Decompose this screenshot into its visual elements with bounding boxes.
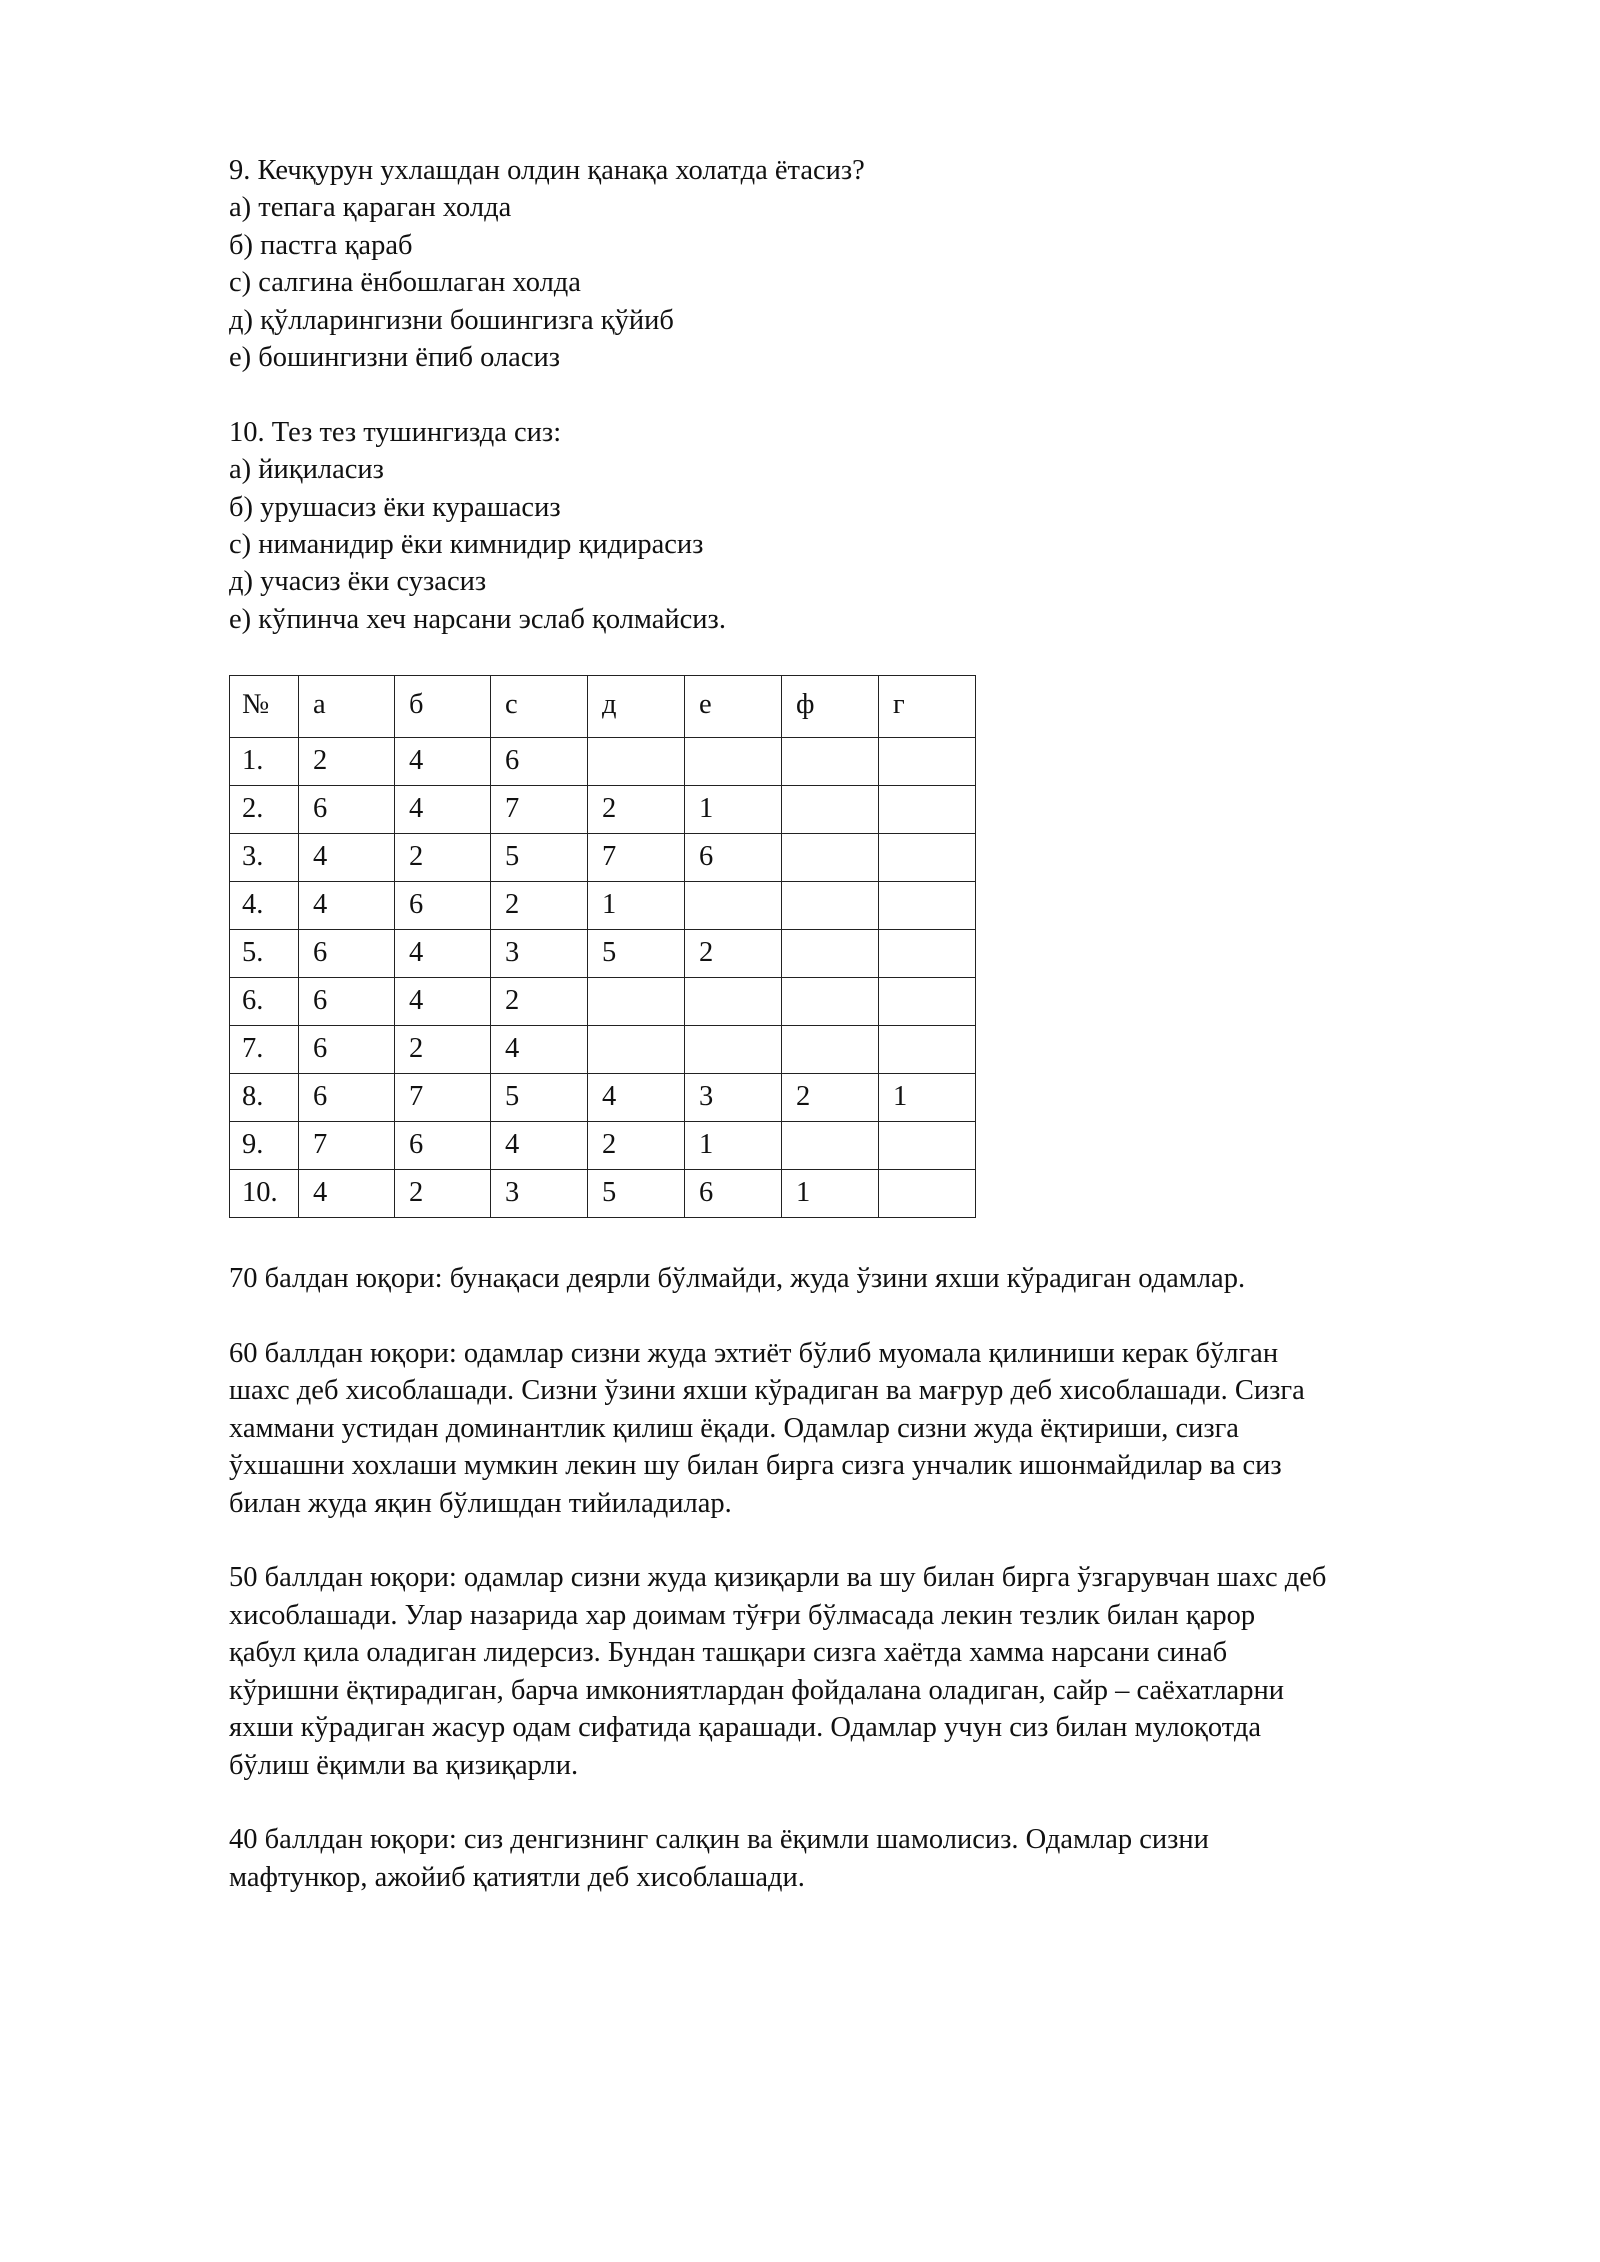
result-50-line: яхши кўрадиган жасур одам сифатида қарашади. Одамлар учун сиз билан мулоқотда bbox=[229, 1712, 1261, 1744]
result-50-line: кўришни ёқтирадиган, барча имкониятлардан фойдалана оладиган, сайр – саёхатларни bbox=[229, 1674, 1284, 1706]
result-40-line: мафтункор, ажойиб қатиятли деб хисоблашади. bbox=[229, 1861, 805, 1893]
result-50 bbox=[229, 1559, 1489, 1783]
table-row bbox=[230, 834, 976, 882]
question-9-option-b: б) пастга қараб bbox=[229, 229, 413, 261]
table-cell: 1 bbox=[685, 786, 782, 834]
table-cell: 7 bbox=[491, 786, 588, 834]
table-cell bbox=[685, 1026, 782, 1074]
table-cell: 1 bbox=[879, 1074, 976, 1122]
table-cell: 6 bbox=[299, 930, 395, 978]
table-cell: 2 bbox=[491, 882, 588, 930]
table-cell bbox=[782, 738, 879, 786]
score-table-header-row bbox=[230, 676, 976, 738]
table-row bbox=[230, 978, 976, 1026]
table-cell: 7 bbox=[395, 1074, 491, 1122]
table-cell-row-number: 4. bbox=[230, 882, 299, 930]
table-cell: 2 bbox=[588, 1122, 685, 1170]
question-9-option-e: е) бошингизни ёпиб оласиз bbox=[229, 342, 560, 374]
table-cell: 2 bbox=[782, 1074, 879, 1122]
table-cell-row-number: 7. bbox=[230, 1026, 299, 1074]
question-10-option-d: д) учасиз ёки сузасиз bbox=[229, 566, 487, 598]
table-cell: 5 bbox=[491, 834, 588, 882]
table-cell: 4 bbox=[395, 978, 491, 1026]
table-cell: 4 bbox=[395, 738, 491, 786]
table-cell: 6 bbox=[299, 1026, 395, 1074]
table-cell: 4 bbox=[491, 1026, 588, 1074]
result-60-line: 60 баллдан юқори: одамлар сизни жуда эхтиёт бўлиб муомала қилиниши керак бўлган bbox=[229, 1338, 1279, 1370]
document-page bbox=[229, 152, 1489, 1934]
table-cell: 1 bbox=[588, 882, 685, 930]
header-number: № bbox=[230, 676, 299, 738]
table-cell bbox=[782, 882, 879, 930]
table-cell: 3 bbox=[685, 1074, 782, 1122]
result-50-line: 50 баллдан юқори: одамлар сизни жуда қизиқарли ва шу билан бирга ўзгарувчан шахс деб bbox=[229, 1562, 1327, 1594]
table-cell bbox=[685, 978, 782, 1026]
question-10-option-e: е) кўпинча хеч нарсани эслаб қолмайсиз. bbox=[229, 603, 726, 635]
table-cell bbox=[879, 1122, 976, 1170]
table-cell: 2 bbox=[588, 786, 685, 834]
table-row bbox=[230, 738, 976, 786]
table-row bbox=[230, 882, 976, 930]
question-9-option-c: с) салгина ёнбошлаган холда bbox=[229, 267, 581, 299]
table-cell: 1 bbox=[782, 1170, 879, 1218]
table-cell-row-number: 5. bbox=[230, 930, 299, 978]
table-cell bbox=[588, 1026, 685, 1074]
table-cell bbox=[879, 786, 976, 834]
table-cell bbox=[879, 882, 976, 930]
result-60 bbox=[229, 1335, 1489, 1522]
header-f: ф bbox=[782, 676, 879, 738]
result-70 bbox=[229, 1260, 1489, 1297]
table-cell: 3 bbox=[491, 1170, 588, 1218]
table-cell bbox=[879, 1026, 976, 1074]
question-10-option-a: а) йиқиласиз bbox=[229, 454, 384, 486]
table-cell: 5 bbox=[491, 1074, 588, 1122]
table-cell: 6 bbox=[685, 834, 782, 882]
table-cell bbox=[685, 738, 782, 786]
question-10-option-b: б) урушасиз ёки курашасиз bbox=[229, 491, 561, 523]
table-cell: 6 bbox=[299, 1074, 395, 1122]
table-row bbox=[230, 1074, 976, 1122]
table-row bbox=[230, 1122, 976, 1170]
table-cell bbox=[685, 882, 782, 930]
table-cell: 7 bbox=[299, 1122, 395, 1170]
table-cell: 4 bbox=[299, 1170, 395, 1218]
question-10 bbox=[229, 414, 1489, 638]
table-cell: 7 bbox=[588, 834, 685, 882]
header-g: г bbox=[879, 676, 976, 738]
table-cell bbox=[782, 786, 879, 834]
result-60-line: билан жуда яқин бўлишдан тийиладилар. bbox=[229, 1487, 732, 1519]
table-row bbox=[230, 786, 976, 834]
table-cell: 4 bbox=[299, 882, 395, 930]
result-40 bbox=[229, 1821, 1489, 1896]
table-cell-row-number: 2. bbox=[230, 786, 299, 834]
table-cell-row-number: 8. bbox=[230, 1074, 299, 1122]
question-9-title: 9. Кечқурун ухлашдан олдин қанақа холатда ётасиз? bbox=[229, 155, 865, 186]
table-cell: 4 bbox=[299, 834, 395, 882]
table-cell: 6 bbox=[491, 738, 588, 786]
table-cell: 2 bbox=[395, 834, 491, 882]
table-cell: 2 bbox=[299, 738, 395, 786]
table-cell: 2 bbox=[395, 1170, 491, 1218]
table-cell: 5 bbox=[588, 930, 685, 978]
table-row bbox=[230, 1026, 976, 1074]
question-9 bbox=[229, 152, 1489, 376]
result-70-line: 70 балдан юқори: бунақаси деярли бўлмайди, жуда ўзини яхши кўрадиган одамлар. bbox=[229, 1263, 1246, 1295]
table-cell-row-number: 10. bbox=[230, 1170, 299, 1218]
table-cell: 6 bbox=[395, 1122, 491, 1170]
header-e: е bbox=[685, 676, 782, 738]
table-cell bbox=[879, 834, 976, 882]
table-cell: 6 bbox=[395, 882, 491, 930]
table-cell: 5 bbox=[588, 1170, 685, 1218]
table-cell: 4 bbox=[395, 930, 491, 978]
table-cell: 2 bbox=[395, 1026, 491, 1074]
table-cell bbox=[879, 1170, 976, 1218]
question-10-title: 10. Тез тез тушингизда сиз: bbox=[229, 416, 562, 448]
header-d: д bbox=[588, 676, 685, 738]
table-cell: 4 bbox=[588, 1074, 685, 1122]
table-cell: 6 bbox=[299, 978, 395, 1026]
result-40-line: 40 баллдан юқори: сиз денгизнинг салқин ва ёқимли шамолисиз. Одамлар сизни bbox=[229, 1824, 1209, 1856]
header-b: б bbox=[395, 676, 491, 738]
table-cell: 6 bbox=[685, 1170, 782, 1218]
table-cell bbox=[588, 738, 685, 786]
table-cell bbox=[879, 930, 976, 978]
table-cell bbox=[782, 930, 879, 978]
table-row bbox=[230, 930, 976, 978]
question-9-option-d: д) қўлларингизни бошингизга қўйиб bbox=[229, 304, 674, 336]
table-cell bbox=[782, 1026, 879, 1074]
table-cell bbox=[782, 1122, 879, 1170]
score-table bbox=[229, 675, 976, 1218]
header-a: а bbox=[299, 676, 395, 738]
result-50-line: бўлиш ёқимли ва қизиқарли. bbox=[229, 1749, 579, 1781]
question-10-option-c: с) ниманидир ёки кимнидир қидирасиз bbox=[229, 529, 704, 561]
table-cell: 6 bbox=[299, 786, 395, 834]
table-cell: 1 bbox=[685, 1122, 782, 1170]
result-60-line: хаммани устидан доминантлик қилиш ёқади. Одамлар сизни жуда ёқтириши, сизга bbox=[229, 1412, 1239, 1444]
spacer bbox=[229, 376, 1489, 413]
table-cell-row-number: 1. bbox=[230, 738, 299, 786]
table-cell bbox=[782, 978, 879, 1026]
result-50-line: хисоблашади. Улар назарида хар доимам тўғри бўлмасада лекин тезлик билан қарор bbox=[229, 1599, 1256, 1631]
result-60-line: ўхшашни хохлаши мумкин лекин шу билан бирга сизга унчалик ишонмайдилар ва сиз bbox=[229, 1450, 1282, 1482]
result-60-line: шахс деб хисоблашади. Сизни ўзини яхши кўрадиган ва мағрур деб хисоблашади. Сизга bbox=[229, 1375, 1305, 1407]
question-9-option-a: а) тепага қараган холда bbox=[229, 192, 512, 224]
table-row bbox=[230, 1170, 976, 1218]
table-cell bbox=[588, 978, 685, 1026]
table-cell bbox=[879, 738, 976, 786]
table-cell-row-number: 9. bbox=[230, 1122, 299, 1170]
table-cell: 4 bbox=[395, 786, 491, 834]
table-cell-row-number: 6. bbox=[230, 978, 299, 1026]
result-50-line: қабул қила оладиган лидерсиз. Бундан ташқари сизга хаётда хамма нарсани синаб bbox=[229, 1637, 1228, 1669]
table-cell: 3 bbox=[491, 930, 588, 978]
table-cell: 2 bbox=[685, 930, 782, 978]
table-cell bbox=[782, 834, 879, 882]
score-table-body bbox=[230, 738, 976, 1218]
table-cell: 4 bbox=[491, 1122, 588, 1170]
table-cell: 2 bbox=[491, 978, 588, 1026]
table-cell bbox=[879, 978, 976, 1026]
header-c: с bbox=[491, 676, 588, 738]
table-cell-row-number: 3. bbox=[230, 834, 299, 882]
